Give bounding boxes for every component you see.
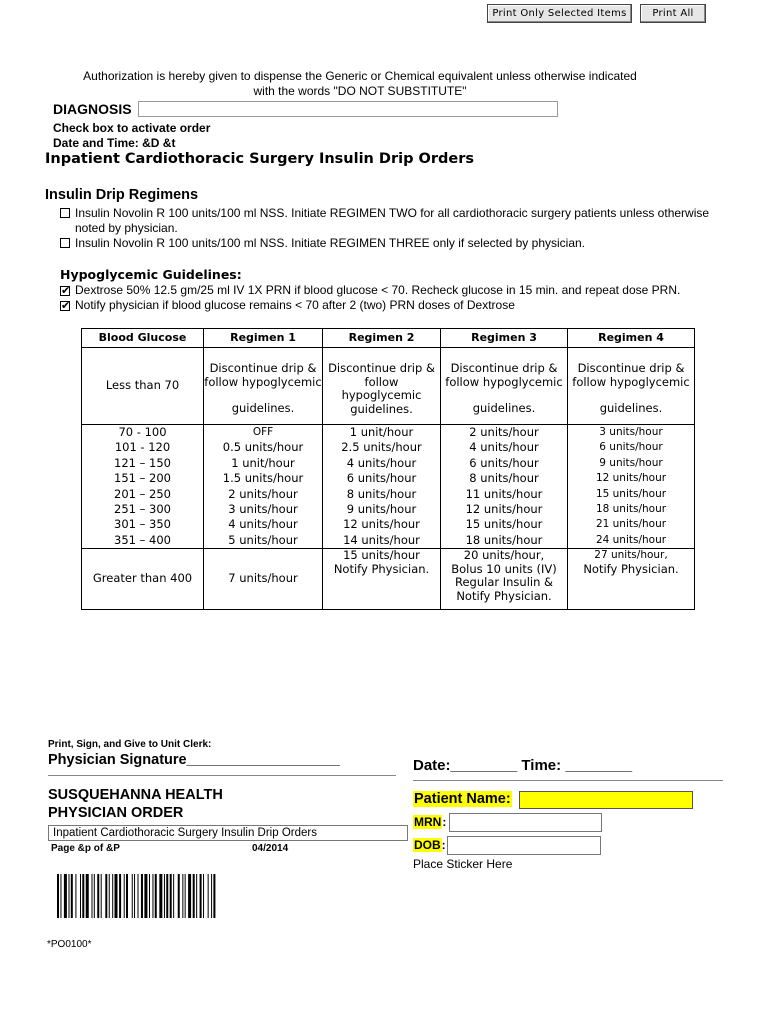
page-number: Page &p of &P xyxy=(51,843,120,854)
table-row xyxy=(82,456,695,471)
cell-regimen-1: 1 unit/hour xyxy=(204,456,323,471)
table-row-greater-than-400 xyxy=(82,549,695,610)
barcode-bar xyxy=(75,874,76,918)
barcode-bar xyxy=(64,874,67,918)
revision-date: 04/2014 xyxy=(252,843,289,854)
cell-regimen-3 xyxy=(441,549,568,610)
date-time-line: Date and Time: &D &t xyxy=(53,136,176,150)
barcode-bar xyxy=(144,874,147,918)
cell-line: guidelines. xyxy=(231,401,295,416)
barcode-bar xyxy=(159,874,162,918)
insulin-regimen-table xyxy=(81,328,695,610)
cell-regimen-4: 9 units/hour xyxy=(568,456,695,471)
cell-glucose: Less than 70 xyxy=(82,348,204,425)
regimen-two-text-line-2: noted by physician. xyxy=(75,221,178,235)
cell-regimen-4 xyxy=(568,549,695,610)
table-header-row xyxy=(82,329,695,348)
cell-regimen-3: 6 units/hour xyxy=(441,456,568,471)
date-time-fields[interactable]: Date:________ Time: ________ xyxy=(413,757,633,774)
cell-line: Notify Physician. xyxy=(583,561,679,576)
cell-regimen-3: 12 units/hour xyxy=(441,502,568,517)
cell-regimen-4: 6 units/hour xyxy=(568,440,695,455)
cell-regimen-4: 21 units/hour xyxy=(568,517,695,532)
cell-line: Bolus 10 units (IV) xyxy=(451,561,557,576)
dextrose-text: Dextrose 50% 12.5 gm/25 ml IV 1X PRN if blood glucose < 70. Recheck glucose in 15 min. and repeat dose PRN. xyxy=(75,283,681,297)
cell-regimen-1: 1.5 units/hour xyxy=(204,471,323,486)
cell-regimen-2: 9 units/hour xyxy=(323,502,441,517)
cell-line: Discontinue drip & xyxy=(577,361,685,376)
organization-name: SUSQUEHANNA HEALTH xyxy=(48,787,223,803)
cell-line: 27 units/hour, xyxy=(594,549,668,562)
table-row xyxy=(82,487,695,502)
barcode-bar xyxy=(182,874,183,918)
dob-field[interactable] xyxy=(447,836,601,855)
regimen-three-checkbox[interactable] xyxy=(60,238,70,248)
cell-regimen-4: 24 units/hour xyxy=(568,533,695,549)
cell-regimen-3: 15 units/hour xyxy=(441,517,568,532)
cell-regimen-1: 4 units/hour xyxy=(204,517,323,532)
page-title: Inpatient Cardiothoracic Surgery Insulin Drip Orders xyxy=(45,151,474,167)
cell-line: guidelines. xyxy=(472,401,536,416)
checkbox-instruction: Check box to activate order xyxy=(53,121,211,135)
cell-regimen-2: 2.5 units/hour xyxy=(323,440,441,455)
table-row xyxy=(82,471,695,486)
regimen-two-checkbox[interactable] xyxy=(60,208,70,218)
notify-physician-checkbox[interactable] xyxy=(60,301,70,311)
table-row xyxy=(82,502,695,517)
notify-physician-text: Notify physician if blood glucose remains < 70 after 2 (two) PRN doses of Dextrose xyxy=(75,298,515,312)
cell-line: Discontinue drip & xyxy=(209,361,317,376)
cell-line: 15 units/hour xyxy=(343,548,420,563)
organization-block xyxy=(48,786,223,822)
print-selected-button[interactable]: Print Only Selected Items xyxy=(487,4,632,23)
cell-regimen-3: 18 units/hour xyxy=(441,533,568,549)
authorization-line-1: Authorization is hereby given to dispense the Generic or Chemical equivalent unless otherwise indicated xyxy=(83,69,637,83)
cell-glucose: 301 – 350 xyxy=(82,517,204,532)
barcode-bar xyxy=(208,874,209,918)
cell-glucose: 251 – 300 xyxy=(82,502,204,517)
dob-label-wrap: DOB: xyxy=(414,838,446,852)
cell-line: follow xyxy=(364,374,399,389)
diagnosis-field[interactable] xyxy=(138,101,558,117)
cell-regimen-2: 14 units/hour xyxy=(323,533,441,549)
barcode-image xyxy=(57,874,265,918)
barcode-bar xyxy=(173,874,174,918)
authorization-line-2: with the words "DO NOT SUBSTITUTE" xyxy=(253,84,467,98)
cell-regimen-2: 4 units/hour xyxy=(323,456,441,471)
barcode-bar xyxy=(141,874,143,918)
cell-line: hypoglycemic xyxy=(341,388,422,402)
cell-glucose: 201 – 250 xyxy=(82,487,204,502)
form-name-box: Inpatient Cardiothoracic Surgery Insulin Drip Orders xyxy=(48,825,408,841)
barcode-bar xyxy=(119,874,121,918)
header-regimen-3: Regimen 3 xyxy=(441,329,568,348)
barcode-bar xyxy=(149,874,150,918)
header-regimen-1: Regimen 1 xyxy=(204,329,323,348)
cell-regimen-1: OFF xyxy=(204,425,323,441)
cell-regimen-4: 15 units/hour xyxy=(568,487,695,502)
cell-line: Notify Physician. xyxy=(456,588,552,603)
cell-regimen-4 xyxy=(568,348,695,425)
dextrose-checkbox[interactable] xyxy=(60,286,70,296)
table-row xyxy=(82,533,695,549)
cell-regimen-2 xyxy=(323,348,441,425)
cell-regimen-2: 12 units/hour xyxy=(323,517,441,532)
barcode-bar xyxy=(80,874,81,918)
cell-line: 20 units/hour, xyxy=(463,548,545,563)
barcode-bar xyxy=(134,874,135,918)
cell-line: guidelines. xyxy=(599,401,663,416)
cell-line: Discontinue drip & xyxy=(328,361,435,375)
cell-regimen-1: 3 units/hour xyxy=(204,502,323,517)
header-regimen-4: Regimen 4 xyxy=(568,329,695,348)
print-all-button[interactable]: Print All xyxy=(640,4,706,23)
dob-label: DOB xyxy=(414,838,441,852)
cell-regimen-1: 0.5 units/hour xyxy=(204,440,323,455)
mrn-field[interactable] xyxy=(449,813,602,832)
cell-regimen-1: 7 units/hour xyxy=(204,549,323,610)
mrn-label: MRN xyxy=(414,815,442,829)
cell-regimen-4: 3 units/hour xyxy=(568,425,695,441)
cell-glucose: 70 - 100 xyxy=(82,425,204,441)
barcode-bar xyxy=(109,874,110,918)
cell-glucose: 121 – 150 xyxy=(82,456,204,471)
divider xyxy=(413,780,723,781)
mrn-label-wrap: MRN: xyxy=(414,815,447,829)
cell-line: Notify Physician. xyxy=(333,561,430,576)
cell-regimen-2: 1 unit/hour xyxy=(323,425,441,441)
cell-line: Regular Insulin & xyxy=(454,575,554,590)
barcode-bar xyxy=(132,874,133,918)
barcode-bar xyxy=(82,874,84,918)
barcode-bar xyxy=(126,874,128,918)
diagnosis-label: DIAGNOSIS xyxy=(53,101,132,117)
cell-glucose: Greater than 400 xyxy=(82,549,204,610)
barcode-bar xyxy=(124,874,125,918)
table-row xyxy=(82,517,695,532)
cell-line: follow hypoglycemic xyxy=(204,374,322,389)
cell-regimen-3: 11 units/hour xyxy=(441,487,568,502)
barcode-bar xyxy=(60,874,61,918)
barcode-bar xyxy=(97,874,99,918)
barcode-bar xyxy=(101,874,102,918)
cell-regimen-2: 6 units/hour xyxy=(323,471,441,486)
cell-regimen-1: 2 units/hour xyxy=(204,487,323,502)
barcode-bar xyxy=(115,874,118,918)
form-code: *PO0100* xyxy=(47,939,92,950)
cell-regimen-4: 18 units/hour xyxy=(568,502,695,517)
cell-line: follow hypoglycemic xyxy=(572,374,690,389)
cell-line: follow hypoglycemic xyxy=(445,374,563,389)
cell-regimen-3: 2 units/hour xyxy=(441,425,568,441)
barcode-bar xyxy=(92,874,93,918)
barcode-bar xyxy=(69,874,70,918)
barcode-bar xyxy=(196,874,197,918)
sticker-placeholder: Place Sticker Here xyxy=(413,857,513,871)
regimen-three-text: Insulin Novolin R 100 units/100 ml NSS. Initiate REGIMEN THREE only if selected by physician. xyxy=(75,236,585,250)
barcode-bar xyxy=(200,874,202,918)
cell-regimen-3: 4 units/hour xyxy=(441,440,568,455)
cell-glucose: 151 – 200 xyxy=(82,471,204,486)
barcode-bar xyxy=(105,874,107,918)
cell-regimen-1 xyxy=(204,348,323,425)
barcode-bar xyxy=(164,874,165,918)
regimens-heading: Insulin Drip Regimens xyxy=(45,187,199,203)
barcode-bar xyxy=(203,874,204,918)
barcode-bar xyxy=(170,874,172,918)
hypoglycemic-heading: Hypoglycemic Guidelines: xyxy=(60,267,242,282)
barcode-bar xyxy=(86,874,89,918)
table-row xyxy=(82,440,695,455)
barcode-bar xyxy=(94,874,95,918)
patient-name-field[interactable] xyxy=(519,791,693,809)
patient-name-label: Patient Name: xyxy=(414,791,511,807)
barcode-bar xyxy=(57,874,59,918)
barcode-bar xyxy=(213,874,215,918)
barcode-bar xyxy=(152,874,153,918)
cell-regimen-3: 8 units/hour xyxy=(441,471,568,486)
cell-regimen-4: 12 units/hour xyxy=(568,471,695,486)
cell-glucose: 351 – 400 xyxy=(82,533,204,549)
divider xyxy=(48,775,396,776)
cell-regimen-2: 8 units/hour xyxy=(323,487,441,502)
regimen-two-option xyxy=(75,206,709,236)
barcode-bar xyxy=(193,874,195,918)
cell-line: Discontinue drip & xyxy=(450,361,558,376)
cell-regimen-1: 5 units/hour xyxy=(204,533,323,549)
barcode-bar xyxy=(185,874,186,918)
cell-line: guidelines. xyxy=(350,401,413,416)
cell-regimen-3 xyxy=(441,348,568,425)
barcode-bar xyxy=(211,874,212,918)
authorization-text xyxy=(40,69,680,99)
barcode-bar xyxy=(71,874,73,918)
order-type: PHYSICIAN ORDER xyxy=(48,805,184,821)
cell-glucose: 101 - 120 xyxy=(82,440,204,455)
barcode-bar xyxy=(112,874,113,918)
barcode-bar xyxy=(166,874,168,918)
barcode-bar xyxy=(188,874,191,918)
table-row-less-than-70 xyxy=(82,348,695,425)
barcode-bar xyxy=(178,874,180,918)
cell-regimen-2 xyxy=(323,549,441,610)
regimen-two-text-line-1: Insulin Novolin R 100 units/100 ml NSS. Initiate REGIMEN TWO for all cardiothoracic surgery patients unless otherwise xyxy=(75,206,710,220)
header-regimen-2: Regimen 2 xyxy=(323,329,441,348)
table-row xyxy=(82,425,695,441)
barcode-bar xyxy=(155,874,157,918)
physician-signature-line[interactable]: Physician Signature___________________ xyxy=(48,752,340,768)
header-blood-glucose: Blood Glucose xyxy=(82,329,204,348)
clerk-instruction: Print, Sign, and Give to Unit Clerk: xyxy=(48,739,212,750)
barcode-bar xyxy=(138,874,139,918)
